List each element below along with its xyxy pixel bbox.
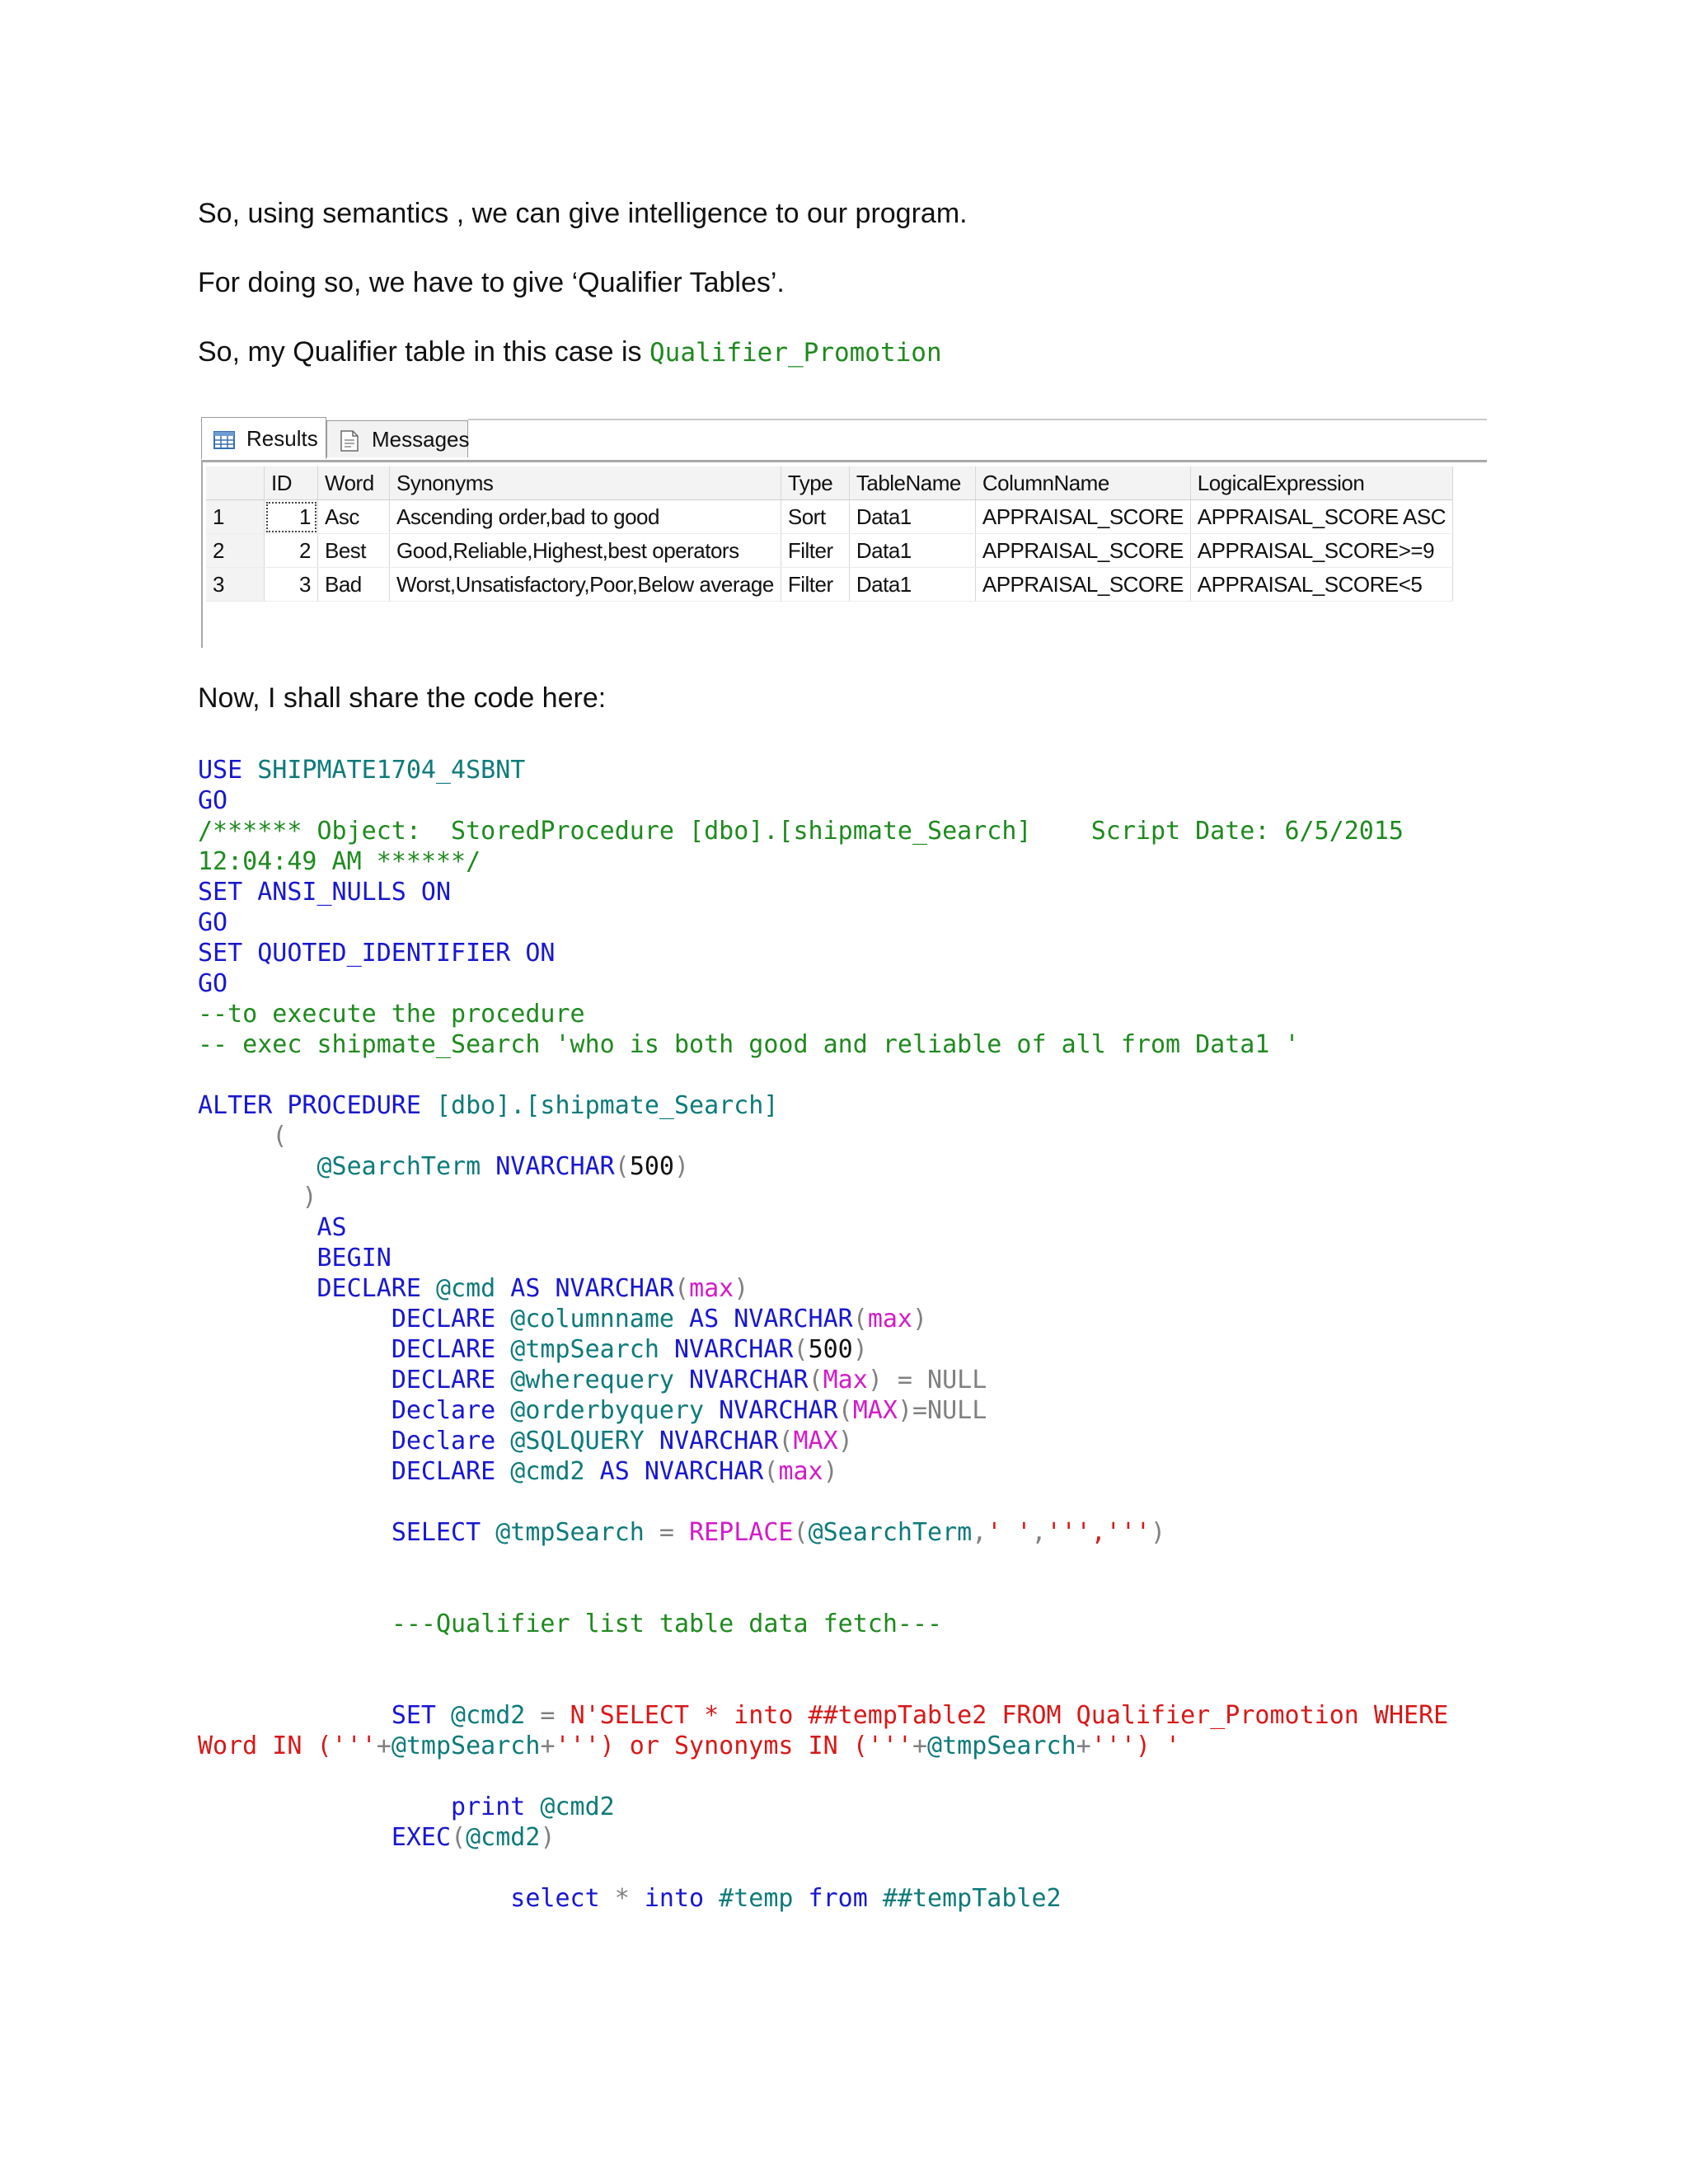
cell-id[interactable]: 3 xyxy=(265,568,318,602)
table-row[interactable] xyxy=(206,568,1452,602)
cell-type[interactable]: Filter xyxy=(781,534,849,568)
column-header-logicalexpression[interactable]: LogicalExpression xyxy=(1190,466,1452,500)
row-number: 3 xyxy=(206,568,265,602)
code-line: DECLARE @tmpSearch NVARCHAR(500) xyxy=(391,1335,868,1364)
code-line: print @cmd2 xyxy=(451,1793,615,1821)
code-line: USE SHIPMATE1704_4SBNT xyxy=(198,756,526,785)
column-header-columnname[interactable]: ColumnName xyxy=(975,466,1190,500)
code-line: ALTER PROCEDURE [dbo].[shipmate_Search] xyxy=(198,1091,779,1120)
code-line: @SearchTerm NVARCHAR(500) xyxy=(316,1152,690,1181)
code-line: ) xyxy=(302,1183,317,1212)
code-line: GO xyxy=(198,969,228,998)
cell-logicalexpression[interactable]: APPRAISAL_SCORE<5 xyxy=(1190,568,1452,602)
code-line: BEGIN xyxy=(316,1244,392,1272)
cell-word[interactable]: Best xyxy=(318,534,390,568)
code-line: select * into #temp from ##tempTable2 xyxy=(510,1884,1062,1913)
row-number-header xyxy=(206,466,265,500)
code-line: DECLARE @columnname AS NVARCHAR(max) xyxy=(391,1305,928,1333)
row-number: 2 xyxy=(206,534,265,568)
code-line: /****** Object: StoredProcedure [dbo].[shipmate_Search] Script Date: 6/5/2015 xyxy=(198,817,1404,846)
cell-synonyms[interactable]: Worst,Unsatisfactory,Poor,Below average xyxy=(390,568,781,602)
cell-tablename[interactable]: Data1 xyxy=(849,534,975,568)
cell-id[interactable]: 2 xyxy=(265,534,318,568)
code-line: DECLARE @cmd2 AS NVARCHAR(max) xyxy=(391,1457,838,1486)
cell-columnname[interactable]: APPRAISAL_SCORE xyxy=(975,500,1190,534)
results-table xyxy=(206,466,1453,602)
tab-results-label: Results xyxy=(246,425,318,451)
row-number: 1 xyxy=(206,500,265,534)
table-row[interactable] xyxy=(206,534,1452,568)
code-line: GO xyxy=(198,908,228,937)
tab-results[interactable] xyxy=(201,417,326,459)
code-line: EXEC(@cmd2) xyxy=(391,1823,556,1852)
column-header-synonyms[interactable]: Synonyms xyxy=(390,466,781,500)
code-line: -- exec shipmate_Search 'who is both good and reliable of all from Data1 ' xyxy=(198,1030,1300,1059)
cell-columnname[interactable]: APPRAISAL_SCORE xyxy=(975,534,1190,568)
column-header-tablename[interactable]: TableName xyxy=(849,466,975,500)
results-header-row xyxy=(206,466,1452,500)
cell-word[interactable]: Bad xyxy=(318,568,390,602)
cell-word[interactable]: Asc xyxy=(318,500,390,534)
cell-columnname[interactable]: APPRAISAL_SCORE xyxy=(975,568,1190,602)
code-line: GO xyxy=(198,786,228,815)
code-line: 12:04:49 AM ******/ xyxy=(198,847,481,876)
cell-logicalexpression[interactable]: APPRAISAL_SCORE ASC xyxy=(1190,500,1452,534)
results-grid-icon xyxy=(213,429,235,448)
tab-messages-label: Messages xyxy=(372,426,470,452)
intro-paragraph-2: For doing so, we have to give ‘Qualifier Tables’. xyxy=(198,267,785,298)
code-line: SET ANSI_NULLS ON xyxy=(198,878,452,907)
cell-synonyms[interactable]: Good,Reliable,Highest,best operators xyxy=(390,534,781,568)
column-header-word[interactable]: Word xyxy=(318,466,390,500)
intro-paragraph-3-text: So, my Qualifier table in this case is xyxy=(198,336,650,368)
code-line: SELECT @tmpSearch = REPLACE(@SearchTerm,' ',''',''') xyxy=(391,1518,1166,1547)
cell-type[interactable]: Sort xyxy=(781,500,849,534)
column-header-type[interactable]: Type xyxy=(781,466,849,500)
code-line: DECLARE @cmd AS NVARCHAR(max) xyxy=(316,1274,749,1303)
cell-id[interactable]: 1 xyxy=(265,500,318,534)
results-tab-bar xyxy=(201,417,1487,462)
sql-code-block xyxy=(198,755,1448,1914)
column-header-id[interactable]: ID xyxy=(265,466,318,500)
code-line: ---Qualifier list table data fetch--- xyxy=(391,1610,943,1638)
cell-logicalexpression[interactable]: APPRAISAL_SCORE>=9 xyxy=(1190,534,1452,568)
cell-tablename[interactable]: Data1 xyxy=(849,568,975,602)
results-grid-panel xyxy=(201,417,1487,648)
code-line: Declare @SQLQUERY NVARCHAR(MAX) xyxy=(391,1427,853,1455)
code-line: DECLARE @wherequery NVARCHAR(Max) = NULL xyxy=(391,1366,987,1394)
intro-paragraph-3 xyxy=(198,336,942,368)
messages-icon xyxy=(339,430,360,448)
code-line: Declare @orderbyquery NVARCHAR(MAX)=NULL xyxy=(391,1396,987,1425)
table-row[interactable] xyxy=(206,500,1452,534)
code-line: AS xyxy=(316,1213,347,1242)
cell-tablename[interactable]: Data1 xyxy=(849,500,975,534)
code-line: SET QUOTED_IDENTIFIER ON xyxy=(198,939,556,968)
code-line: SET @cmd2 = N'SELECT * into ##tempTable2 FROM Qualifier_Promotion WHERE xyxy=(391,1701,1449,1730)
code-line: --to execute the procedure xyxy=(198,1000,585,1029)
cell-synonyms[interactable]: Ascending order,bad to good xyxy=(390,500,781,534)
share-code-text: Now, I shall share the code here: xyxy=(198,682,607,714)
tab-messages[interactable] xyxy=(326,420,468,457)
cell-type[interactable]: Filter xyxy=(781,568,849,602)
qualifier-table-name: Qualifier_Promotion xyxy=(649,338,942,368)
code-line: ( xyxy=(272,1122,288,1151)
intro-paragraph-1: So, using semantics , we can give intelligence to our program. xyxy=(198,198,968,229)
code-line: Word IN ('''+@tmpSearch+''') or Synonyms IN ('''+@tmpSearch+''') ' xyxy=(198,1732,1181,1760)
